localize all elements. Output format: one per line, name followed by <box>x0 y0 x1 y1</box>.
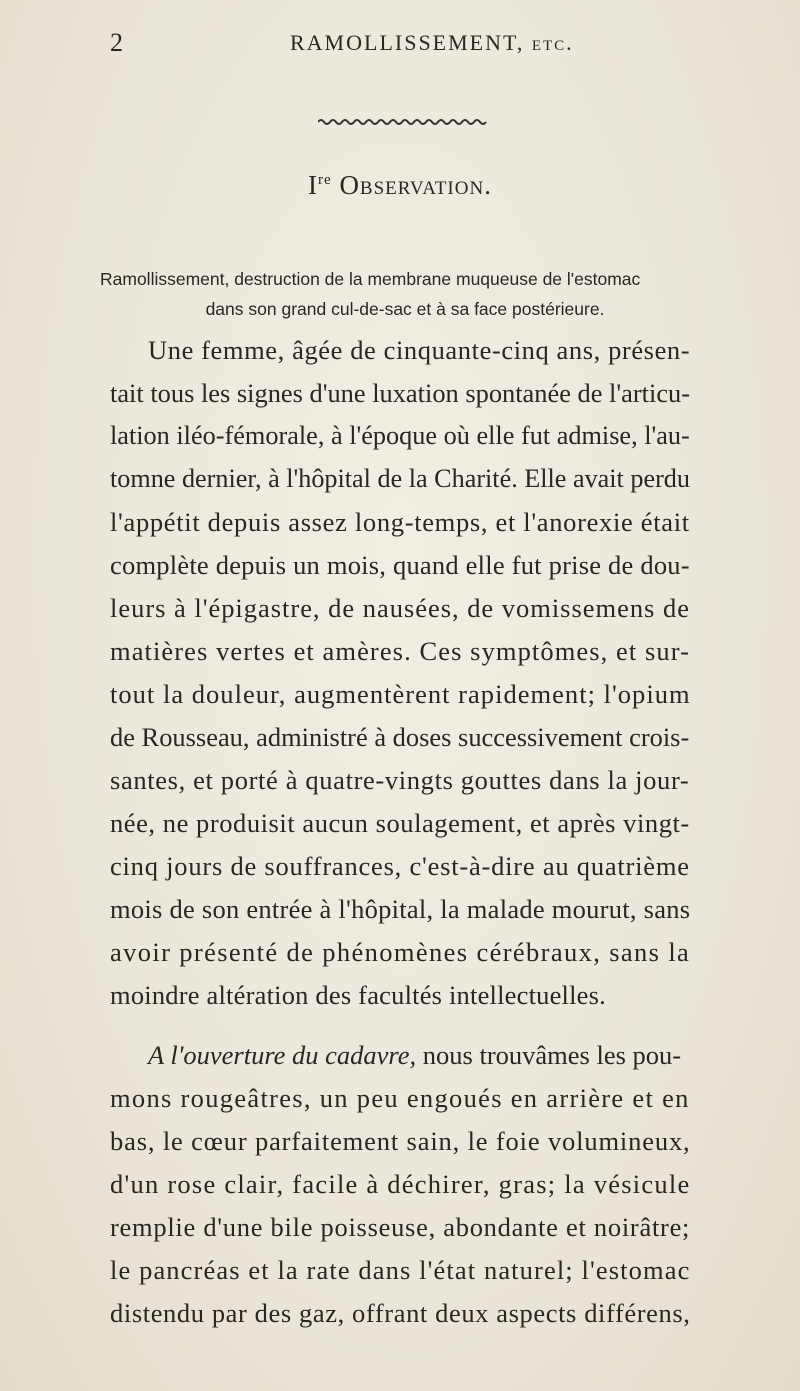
paragraph-1-line: l'appétit depuis assez long-temps, et l'anorexie était <box>110 507 690 537</box>
observation-heading <box>0 170 800 201</box>
running-head-title: RAMOLLISSEMENT, etc. <box>290 30 574 55</box>
paragraph-1-line: lation iléo-fémorale, à l'époque où elle fut admise, l'au- <box>110 421 690 450</box>
paragraph-2-line: remplie d'une bile poisseuse, abondante et noirâtre; <box>110 1212 691 1242</box>
paragraph-2-line: mons rougeâtres, un peu engoués en arrière et en <box>110 1083 690 1113</box>
ornament-rule-icon <box>318 118 490 126</box>
paragraph-1-line: Une femme, âgée de cinquante-cinq ans, présen- <box>148 335 691 365</box>
paragraph-1-line: santes, et porté à quatre-vingts gouttes dans la jour- <box>110 765 690 795</box>
paragraph-1-line: tait tous les signes d'une luxation spontanée de l'articu- <box>110 378 691 408</box>
paragraph-1-line: matières vertes et amères. Ces symptômes, et sur- <box>110 636 691 666</box>
paragraph-1-line: tomne dernier, à l'hôpital de la Charité. Elle avait perdu <box>110 464 690 493</box>
paragraph-1-line: tout la douleur, augmentèrent rapidement; l'opium <box>110 679 691 709</box>
running-head <box>0 28 800 64</box>
paragraph-1-line: de Rousseau, administré à doses successivement crois- <box>110 722 690 752</box>
paragraph-2-lead: A l'ouverture du cadavre, <box>148 1040 417 1070</box>
paragraph-1-line: née, ne produisit aucun soulagement, et après vingt- <box>110 808 690 838</box>
observation-summary <box>100 264 710 324</box>
observation-number: I <box>308 170 319 200</box>
paragraph-2-first-line <box>148 1040 681 1071</box>
summary-line-2: dans son grand cul-de-sac et à sa face postérieure. <box>205 299 605 319</box>
observation-title: Observation. <box>339 170 492 200</box>
paragraph-1-line: avoir présenté de phénomènes cérébraux, sans la <box>110 937 691 967</box>
paragraph-2-line: le pancréas et la rate dans l'état naturel; l'estomac <box>110 1255 691 1285</box>
paragraph-2-line: bas, le cœur parfaitement sain, le foie volumineux, <box>110 1126 691 1156</box>
paragraph-2-lead-rest: nous trouvâmes les pou- <box>416 1040 682 1070</box>
paragraph-2-line: distendu par des gaz, offrant deux aspects différens, <box>110 1298 691 1328</box>
observation-number-suffix: re <box>318 172 332 188</box>
page-number: 2 <box>110 28 123 57</box>
paragraph-1-line: leurs à l'épigastre, de nausées, de vomissemens de <box>110 593 690 623</box>
paragraph-1-line: mois de son entrée à l'hôpital, la malade mourut, sans <box>110 894 691 924</box>
paragraph-1-line: moindre altération des facultés intellectuelles. <box>110 980 606 1010</box>
paragraph-2-line: d'un rose clair, facile à déchirer, gras; la vésicule <box>110 1169 691 1199</box>
paragraph-1-line: cinq jours de souffrances, c'est-à-dire au quatrième <box>110 851 690 881</box>
summary-line-1: Ramollissement, destruction de la membrane muqueuse de l'estomac <box>100 269 641 289</box>
paragraph-1-line: complète depuis un mois, quand elle fut prise de dou- <box>110 550 690 580</box>
